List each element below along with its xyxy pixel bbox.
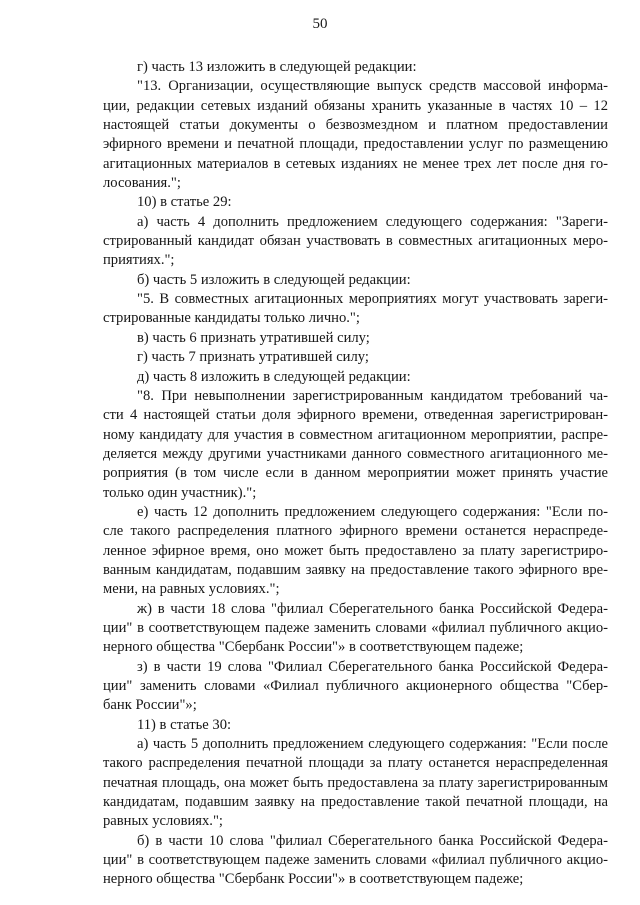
text-line: ванным кандидатам, подавшим заявку на предоставление такого эфирного вре- <box>103 561 608 578</box>
text-line: кандидатам, подавшим заявку на предоставление такой печатной площади, на <box>103 794 608 811</box>
text-line: настоящей статьи документы о безвозмездном и платном предоставлении <box>103 117 608 134</box>
document-body <box>103 58 608 890</box>
text-line: печатная площадь, она может быть предоставлена за плату зарегистрированным <box>103 774 608 791</box>
text-line: стрированный кандидат обязан участвовать в совместных агитационных меро- <box>103 233 608 250</box>
text-line: з) в части 19 слова "Филиал Сберегательного банка Российской Федера- <box>137 658 608 675</box>
text-line: ж) в части 18 слова "филиал Сберегательного банка Российской Федера- <box>137 600 608 617</box>
text-line: д) часть 8 изложить в следующей редакции: <box>137 368 411 385</box>
text-line: "13. Организации, осуществляющие выпуск средств массовой информа- <box>137 78 608 95</box>
text-line: в) часть 6 признать утратившей силу; <box>137 329 370 346</box>
text-line: роприятия (в том числе если в данном мероприятии может принять участие <box>103 465 608 482</box>
text-line: ции, редакции сетевых изданий обязаны хранить указанные в частях 10 – 12 <box>103 97 608 114</box>
text-line: сти 4 настоящей статьи доля эфирного времени, отведенная зарегистрирован- <box>103 407 608 424</box>
text-line: равных условиях."; <box>103 813 223 830</box>
text-line: нерного общества "Сбербанк России"» в соответствующем падеже; <box>103 871 524 888</box>
text-line: г) часть 7 признать утратившей силу; <box>137 349 369 366</box>
text-line: ции" в соответствующем падеже заменить словами «филиал публичного акцио- <box>103 852 608 869</box>
text-line: стрированные кандидаты только лично."; <box>103 310 360 327</box>
text-line: ленное эфирное время, оно может быть предоставлено за плату зарегистриро- <box>103 542 608 559</box>
text-line: г) часть 13 изложить в следующей редакции: <box>137 59 417 75</box>
text-line: "5. В совместных агитационных мероприятиях могут участвовать зареги- <box>137 291 608 308</box>
text-line: "8. При невыполнении зарегистрированным кандидатом требований ча- <box>137 387 608 404</box>
text-line: мени, на равных условиях."; <box>103 581 280 598</box>
text-line: приятиях."; <box>103 252 175 269</box>
text-line: лосования."; <box>103 175 181 192</box>
text-line: 10) в статье 29: <box>137 194 232 211</box>
text-line: такого распределения печатной площади за плату останется нераспределенная <box>103 755 608 772</box>
page-number: 50 <box>312 16 328 32</box>
text-line: е) часть 12 дополнить предложением следующего содержания: "Если по- <box>137 503 608 520</box>
text-line: б) в части 10 слова "филиал Сберегательного банка Российской Федера- <box>137 832 608 849</box>
text-line: ции" в соответствующем падеже заменить словами «филиал публичного акцио- <box>103 619 608 636</box>
text-line: деляется между другими участниками данного совместного агитационного ме- <box>103 445 608 462</box>
text-line: 11) в статье 30: <box>137 716 232 733</box>
text-line: ции" заменить словами «Филиал публичного акционерного общества "Сбер- <box>103 678 608 694</box>
text-line: агитационных материалов в сетевых изданиях не менее трех лет после дня го- <box>103 155 608 172</box>
text-line: б) часть 5 изложить в следующей редакции: <box>137 271 411 288</box>
text-line: а) часть 5 дополнить предложением следующего содержания: "Если после <box>137 736 608 753</box>
text-line: нерного общества "Сбербанк России"» в соответствующем падеже; <box>103 639 524 656</box>
text-line: а) часть 4 дополнить предложением следующего содержания: "Зареги- <box>137 213 608 230</box>
text-line: только один участник)."; <box>103 484 257 501</box>
text-line: эфирного времени и печатной площади, предоставлении услуг по размещению <box>103 136 608 153</box>
text-line: ному кандидату для участия в совместном агитационном мероприятии, распре- <box>103 426 608 443</box>
text-line: сле такого распределения платного эфирного времени останется нераспреде- <box>103 523 608 540</box>
text-line: банк России"»; <box>103 697 197 714</box>
